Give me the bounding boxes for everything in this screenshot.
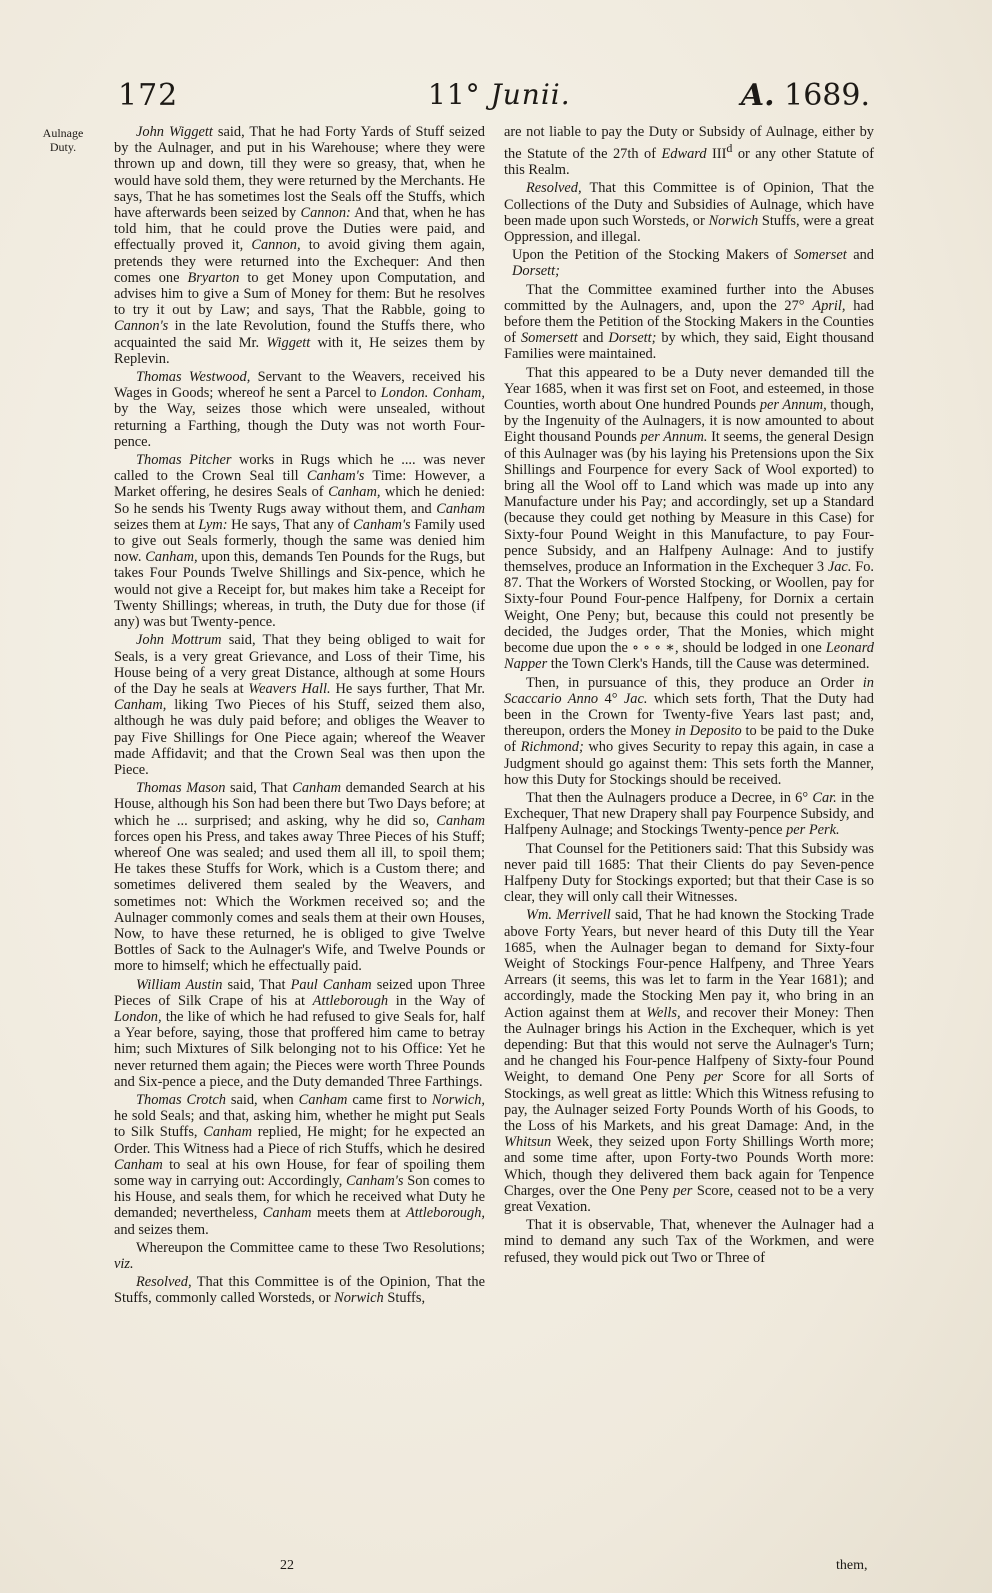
text-run: That Counsel for the Petitioners said: That this Subsidy was never paid till 1685: That their Clients do pay Seven-pence Halfpeny Duty for Stockings exported; but that their Case is so clear, they will only call their Witnesses. <box>504 840 874 906</box>
text-run: which he denied: So he sends his Twenty Rugs away without them, and <box>114 484 485 517</box>
italic-text: Resolved, <box>136 1274 192 1291</box>
italic-text: Canham <box>203 1124 253 1141</box>
text-run: Servant to the Weavers, received his Wages in Goods; whereof he sent a Parcel to <box>114 369 486 402</box>
page-number: 172 <box>118 78 179 113</box>
italic-text: Thomas Westwood, <box>136 369 251 386</box>
italic-text: Lym: <box>198 516 228 533</box>
header-year <box>741 78 870 113</box>
italic-text: Attleborough <box>312 992 389 1009</box>
italic-text: per <box>673 1182 693 1199</box>
italic-text: London, <box>114 1008 162 1025</box>
text-run: are not liable to pay the Duty or Subsidy of Aulnage, either by the Statute of the 27th of <box>504 124 874 162</box>
italic-text: Canham's <box>306 468 365 485</box>
text-run: Stuffs, were a great Oppression, and illegal. <box>504 212 874 246</box>
italic-text: Canham <box>436 500 485 517</box>
text-run: Family used to give out Seals formerly, though the same was denied him now. <box>114 516 485 566</box>
italic-text: Norwich, <box>431 1091 486 1108</box>
text-run: came first to <box>347 1091 432 1108</box>
text-run: by which, they said, Eight thousand Families were maintained. <box>504 330 874 363</box>
paragraph <box>114 1274 485 1306</box>
italic-text: Wells, <box>646 1004 681 1021</box>
text-run: 4° <box>598 690 624 707</box>
signature-mark: 22 <box>280 1558 294 1573</box>
superscript: d <box>726 141 733 156</box>
paragraph <box>504 247 874 279</box>
italic-text: Wm. Merrivell <box>526 907 611 924</box>
text-run: to be paid to the Duke of <box>504 723 874 756</box>
date-month: Junii. <box>490 78 571 111</box>
italic-text: Paul Canham <box>290 976 372 993</box>
text-run: seized upon Three Pieces of Silk Crape of his at <box>114 976 486 1009</box>
italic-text: Leonard Napper <box>504 640 874 673</box>
catchword: them, <box>836 1558 868 1573</box>
italic-text: per Annum, <box>759 397 827 414</box>
italic-text: Bryarton <box>187 269 240 286</box>
paragraph <box>114 1092 485 1238</box>
italic-text: Thomas Mason <box>136 780 226 797</box>
text-run: works in Rugs which he .... was never called to the Crown Seal till <box>114 452 485 485</box>
paragraph <box>504 841 874 906</box>
italic-text: Cannon, <box>251 237 301 254</box>
text-run: in the Way of <box>388 992 485 1009</box>
italic-text: viz. <box>114 1256 134 1273</box>
text-run: who gives Security to repay this again, in case a Judgment should go against them: This sets forth the Manner, how this Duty for Stockings should be received. <box>504 739 875 788</box>
text-run: to get Money upon Computation, and advises him to give a Sum of Money for them: But he resolves to try it out by Law; and says, That the Rabble, going to <box>114 269 485 319</box>
italic-text: Canham, <box>328 484 381 501</box>
text-run: That the Committee examined further into the Abuses committed by the Aulnagers, and, upon the 27° <box>504 281 874 314</box>
text-run: with it, He seizes them by Replevin. <box>114 334 485 367</box>
italic-text: Cannon: <box>300 205 351 222</box>
running-header <box>118 78 870 122</box>
italic-text: April, <box>812 297 846 314</box>
text-run: though, by the Ingenuity of the Aulnagers, it is now amounted to about Eight thousand Pounds <box>504 397 875 446</box>
italic-text: Whitsun <box>504 1134 552 1151</box>
year-prefix: A. <box>740 78 775 113</box>
text-run: said, That he had Forty Yards of Stuff seized by the Aulnager, and put in his Warehouse; where they were thrown up and down, till they were so greasy, that, when he would have sold them, they were returned by the Merchants. He says, That he has sometimes lost the Seals off the Stuffs, which have afterwards been seized by <box>114 124 485 222</box>
paragraph <box>504 675 874 788</box>
italic-text: Norwich <box>334 1290 384 1307</box>
paragraph <box>504 907 874 1215</box>
paragraph <box>504 365 874 673</box>
text-run: said, That they being obliged to wait for Seals, is a very great Grievance, and Loss of their Time, his House being of a very great Distance, although at some Hours of the Day he seals at <box>114 632 485 697</box>
italic-text: Jac. <box>623 690 648 707</box>
italic-text: in Scaccario Anno <box>504 674 874 707</box>
text-run: said, That <box>222 976 291 993</box>
text-run: by the Way, seizes those which were unsealed, without returning a Farthing, though the Duty was not worth Four-pence. <box>114 401 485 450</box>
text-run: That this Committee is of Opinion, That the Collections of the Duty and Subsidies of Aulnage, which have been made upon such Worsteds, or <box>504 180 874 229</box>
italic-text: per Annum. <box>640 429 708 446</box>
paragraph <box>114 780 485 974</box>
italic-text: John Mottrum <box>136 632 222 649</box>
italic-text: Edward <box>661 146 707 162</box>
italic-text: Car. <box>812 789 837 806</box>
italic-text: per <box>703 1069 723 1086</box>
text-run: Score for all Sorts of Stockings, as well great as little: Which this Witness refusing to pay, the Aulnager seized Forty Pounds Worth of his Goods, to the Loss of his Markets, and his great Damage: And, in the <box>504 1069 875 1134</box>
text-run: That this appeared to be a Duty never demanded till the Year 1685, when it was first set on Foot, and esteemed, in those Counties, worth about One hundred Pounds <box>504 364 874 414</box>
text-run: That then the Aulnagers produce a Decree, in 6° <box>526 789 813 806</box>
text-run: in the Exchequer, That new Drapery shall pay Fourpence Subsidy, and Halfpeny Aulnage; and Stockings Twenty-pence <box>504 789 874 839</box>
text-run: Time: However, a Market offering, he desires Seals of <box>114 468 486 501</box>
italic-text: Attleborough, <box>405 1205 485 1222</box>
year-value: 1689. <box>784 78 870 113</box>
text-run: the like of which he had refused to give Seals for, half a Year before, saying, those that proffered him came to betray him; such Mixtures of Silk belonging not to his Office: Yet he never returned them again; the Pieces were worth Three Pounds and Six-pence a piece, and the Duty demanded Three Farthings. <box>114 1008 485 1090</box>
italic-text: Resolved, <box>526 180 582 197</box>
text-run: and <box>846 247 874 264</box>
right-column <box>504 124 874 1268</box>
text-run: Score, ceased not to be a very great Vexation. <box>504 1182 875 1215</box>
paragraph <box>114 124 485 367</box>
text-run: said, That <box>225 780 293 797</box>
italic-text: Norwich <box>708 212 759 229</box>
text-run: It seems, the general Design of this Aulnager was (by his laying his Pretensions upon the Six Shillings and Fourpence for every Sack of Wool exported) to bring all the Wool off to Land which was made up into any Manufacture under his Pay; and accordingly, set up a Standard (because they could get nothing by Measure in this Case) for Sixty-four Pound Weight in this Manufacture, to pay Four-pence Subsidy, and an Halfpeny Aulnage: And to justify themselves, produce an Information in the Exchequer 3 <box>504 429 874 576</box>
margin-note <box>34 126 92 154</box>
italic-text: Canham, <box>114 697 167 714</box>
text-run: and <box>577 330 609 347</box>
text-run: Whereupon the Committee came to these Two Resolutions; <box>136 1239 485 1256</box>
header-date <box>428 78 571 111</box>
text-run: and seizes them. <box>114 1221 209 1238</box>
text-run: Week, they seized upon Forty Shillings Worth more; and some time after, upon Forty-two Pounds Worth more: Which, though they delivered them back again for Tenpence Charges, over the One Peny <box>504 1134 874 1199</box>
italic-text: Wiggett <box>266 334 311 351</box>
margin-note-line: Duty. <box>49 140 77 154</box>
text-run: he sold Seals; and that, asking him, whether he might put Seals to Silk Stuffs, <box>114 1108 485 1141</box>
italic-text: Thomas Crotch <box>136 1091 226 1108</box>
italic-text: London. <box>380 385 429 402</box>
italic-text: Canham <box>114 1156 163 1173</box>
italic-text: per Perk. <box>786 822 840 839</box>
text-run: Stuffs, <box>383 1290 426 1307</box>
text-run: said, That he had known the Stocking Trade above Forty Years, but never heard of this Duty till the Year 1685, when the Aulnager began to demand for Sixty-four Weight of Stockings Four-pence Halfpeny, and Three Years Arrears (it seems, this was let to farm in the Year 1681); and accordingly, made the Stocking Men pay it, who bring in an Action against them at <box>504 907 874 1021</box>
paragraph <box>504 180 874 245</box>
paragraph <box>114 369 485 450</box>
italic-text: Canham <box>436 812 485 829</box>
italic-text: Canham <box>298 1091 348 1108</box>
paragraph <box>114 1240 485 1272</box>
paragraph <box>504 282 874 363</box>
italic-text: William Austin <box>136 976 223 993</box>
text-run: the Town Clerk's Hands, till the Cause was determined. <box>547 656 870 673</box>
text-run: replied, He might; for he expected an Order. This Witness had a Piece of rich Stuffs, which he desired <box>114 1124 486 1157</box>
text-run: demanded Search at his House, although his Son had been there but Two Days before; at which he ... surprised; and asking, why he did so, <box>114 780 486 829</box>
italic-text: Richmond; <box>520 739 584 756</box>
left-column <box>114 124 485 1309</box>
text-run: meets them at <box>311 1205 406 1222</box>
italic-text: Canham's <box>346 1173 404 1189</box>
italic-text: Dorsett; <box>608 330 657 347</box>
text-run: which sets forth, That the Duty had been in the Crown for Twenty-five Years last past; and, thereupon, orders the Money <box>504 690 874 740</box>
italic-text: Thomas Pitcher <box>136 452 232 469</box>
paragraph <box>114 977 485 1090</box>
paragraph <box>504 790 874 839</box>
text-run: seizes them at <box>114 516 199 533</box>
text-run: Fo. 87. That the Workers of Worsted Stocking, or Woollen, pay for Sixty-four Pound Four-pence Halfpeny, for Dornix a certain Weight, One Peny; but, because this could not presently be decided, the Judges order, That the Monies, which might become due upon the ∘ ∘ ∘ ∗, should be lodged in one <box>504 559 874 657</box>
italic-text: Jac. <box>827 559 852 576</box>
text-run: liking Two Pieces of his Stuff, seized them also, although he was duly paid before; and obliges the Weaver to pay Five Shillings for One Piece again; whereof the Weaver made Affidavit; and that the Crown Seal was then upon the Piece. <box>114 697 485 778</box>
text-run: He says further, That Mr. <box>330 680 485 697</box>
italic-text: Canham <box>262 1205 312 1222</box>
italic-text: Somersett <box>520 330 578 347</box>
text-run: said, when <box>225 1091 299 1108</box>
paragraph <box>114 452 485 630</box>
text-run: and recover their Money: Then the Aulnager brings his Action in the Exchequer, which is yet depending: But that this would not serve the Aulnager's Turn; and he changed his Four-pence Halfpeny of Sixty-four Pound Weight, to demand One Peny <box>504 1004 874 1086</box>
italic-text: Canham <box>292 780 341 797</box>
italic-text: John Wiggett <box>136 124 213 140</box>
text-run: Son comes to his House, and seals them, for which he received what Duty he demanded; nevertheless, <box>114 1173 485 1222</box>
italic-text: Somerset <box>793 247 847 264</box>
italic-text: Conham, <box>432 385 485 402</box>
text-run: III <box>706 146 727 162</box>
text-run: That it is observable, That, whenever the Aulnager had a mind to demand any such Tax of the Workmen, and were refused, they would pick out Two or Three of <box>504 1217 874 1266</box>
text-run: or any other Statute of this Realm. <box>504 146 874 179</box>
italic-text: Cannon's <box>114 318 169 335</box>
italic-text: Canham, <box>145 549 198 566</box>
italic-text: Weavers Hall. <box>248 680 331 697</box>
text-run: had before them the Petition of the Stocking Makers in the Counties of <box>504 297 874 347</box>
text-run: to seal at his own House, for fear of spoiling them some way in carrying out: Accordingly, <box>114 1156 485 1189</box>
italic-text: Dorsett; <box>512 263 560 280</box>
text-run: He says, That any of <box>227 516 354 533</box>
paragraph <box>114 632 485 778</box>
margin-note-line: Aulnage <box>42 126 84 140</box>
text-run: Upon the Petition of the Stocking Makers of <box>512 247 794 264</box>
italic-text: in Deposito <box>674 723 742 740</box>
text-run: That this Committee is of the Opinion, That the Stuffs, commonly called Worsteds, or <box>114 1274 485 1307</box>
italic-text: Canham's <box>353 516 411 533</box>
text-run: to avoid giving them again, pretends they were returned into the Exchequer: And then comes one <box>114 237 486 286</box>
text-run: upon this, demands Ten Pounds for the Rugs, but takes Four Pounds Twelve Shillings and Six-pence, which he would not give a Receipt for, but makes him take a Receipt for Twenty Shillings; whereas, in truth, the Duty due for those (if any) was but Twenty-pence. <box>114 549 485 631</box>
text-run: forces open his Press, and takes away Three Pieces of his Stuff; whereof One was sealed; and used them all ill, to spoil them; He takes these Stuffs for Work, which is a Custom there; and sometimes delivered them sealed by the Weavers, and sometimes not: Which the Workmen received so; and the Aulnager commonly comes and seals them at their own Houses, Now, to have these returned, he is obliged to give Twelve Bottles of Sack to the Aulnager's Wife, and Twelve Pounds or more to himself; which he effectually paid. <box>114 828 485 975</box>
date-day: 11° <box>428 78 481 111</box>
text-run: in the late Revolution, found the Stuffs there, who acquainted the said Mr. <box>114 318 485 351</box>
paragraph <box>504 1217 874 1266</box>
paragraph <box>504 124 874 178</box>
text-run: Then, in pursuance of this, they produce an Order <box>526 674 863 691</box>
text-run: And that, when he has told him, that he could prove the Duties were paid, and effectually proved it, <box>114 205 486 254</box>
